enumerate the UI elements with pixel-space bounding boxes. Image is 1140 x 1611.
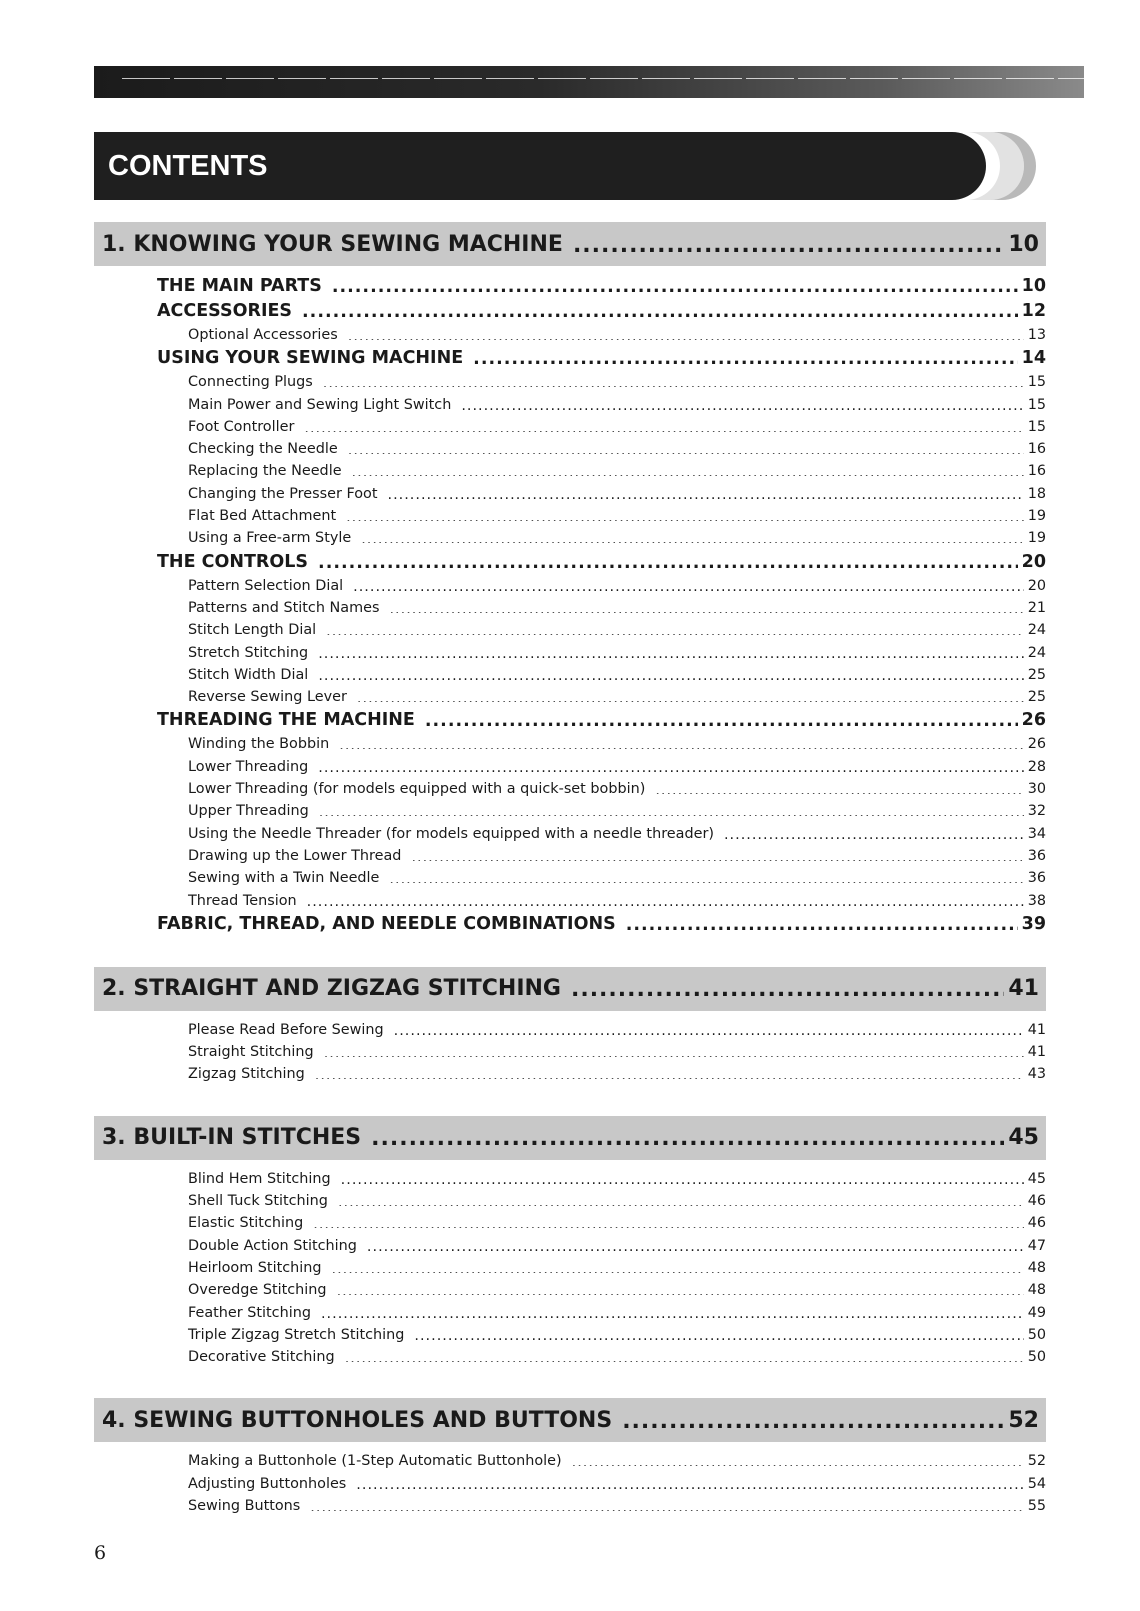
toc-entry-label: Pattern Selection Dial	[188, 577, 344, 594]
toc-entry-label: Lower Threading	[188, 758, 309, 775]
dot-leader	[371, 1126, 1004, 1148]
toc-entry-label: Winding the Bobbin	[188, 736, 330, 753]
toc-topic-entry[interactable]	[94, 733, 1046, 755]
top-decorative-bar	[94, 66, 1084, 98]
toc-topic-entry[interactable]	[94, 664, 1046, 686]
toc-entry-page: 10	[1021, 276, 1046, 296]
dot-leader	[337, 1281, 1024, 1295]
toc-entry-label: Heirloom Stitching	[188, 1259, 322, 1276]
toc-entry-page: 55	[1027, 1497, 1046, 1514]
toc-entry-page: 43	[1027, 1066, 1046, 1083]
toc-entry-page: 47	[1027, 1237, 1046, 1254]
toc-entry-page: 15	[1027, 418, 1046, 435]
toc-entry-label: Please Read Before Sewing	[188, 1021, 384, 1038]
top-bar-rule	[122, 78, 1084, 79]
toc-section-page: 45	[1008, 1125, 1039, 1151]
toc-topic-entry[interactable]	[94, 1495, 1046, 1517]
toc-entry-label: FABRIC, THREAD, AND NEEDLE COMBINATIONS	[157, 913, 616, 934]
toc-entry-label: Stitch Length Dial	[188, 622, 317, 639]
dot-leader	[622, 1409, 1004, 1431]
toc-subsection-entry[interactable]	[94, 299, 1046, 324]
toc-entry-label: Flat Bed Attachment	[188, 508, 337, 525]
toc-topic-entry[interactable]	[94, 483, 1046, 505]
toc-entry-label: Foot Controller	[188, 418, 295, 435]
toc-topic-entry[interactable]	[94, 1473, 1046, 1495]
toc-entry-page: 18	[1027, 485, 1046, 502]
toc-entry-page: 38	[1027, 892, 1046, 909]
toc-topic-entry[interactable]	[94, 1346, 1046, 1368]
toc-entry-page: 20	[1027, 577, 1046, 594]
page-number: 6	[94, 1542, 107, 1564]
toc-entry-page: 16	[1027, 463, 1046, 480]
toc-topic-entry[interactable]	[94, 890, 1046, 912]
dot-leader	[388, 484, 1024, 498]
dot-leader	[572, 1452, 1024, 1466]
toc-entry-label: Triple Zigzag Stretch Stitching	[188, 1326, 405, 1343]
toc-entry-label: Sewing Buttons	[188, 1497, 301, 1514]
toc-topic-entry[interactable]	[94, 1257, 1046, 1279]
dot-leader	[318, 551, 1018, 569]
toc-section-entry[interactable]	[102, 976, 1039, 1001]
toc-topic-entry[interactable]	[94, 371, 1046, 393]
dot-leader	[310, 1497, 1023, 1511]
toc-entry-page: 50	[1027, 1349, 1046, 1366]
toc-subsection-entry[interactable]	[94, 274, 1046, 299]
section-heading-band	[94, 1398, 1046, 1442]
dot-leader	[356, 1474, 1023, 1488]
toc-entry-label: THE CONTROLS	[157, 551, 309, 572]
toc-entry-page: 26	[1021, 710, 1046, 731]
toc-topic-entry[interactable]	[94, 800, 1046, 822]
dot-leader	[321, 1303, 1024, 1317]
toc-entry-page: 46	[1027, 1215, 1046, 1232]
toc-topic-entry[interactable]	[94, 619, 1046, 641]
toc-entry-label: Thread Tension	[188, 892, 297, 909]
toc-section-label: 2. STRAIGHT AND ZIGZAG STITCHING	[102, 976, 561, 1002]
dot-leader	[394, 1020, 1024, 1034]
dot-leader	[323, 373, 1024, 387]
toc-entry-page: 24	[1027, 644, 1046, 661]
dot-leader	[339, 735, 1023, 749]
dot-leader	[571, 977, 1004, 999]
toc-entry-label: Straight Stitching	[188, 1044, 314, 1061]
dot-leader	[414, 1325, 1023, 1339]
toc-entry-page: 36	[1027, 847, 1046, 864]
toc-entry-page: 32	[1027, 803, 1046, 820]
dot-leader	[318, 643, 1024, 657]
section-heading-band	[94, 1116, 1046, 1160]
dot-leader	[326, 621, 1024, 635]
toc-topic-entry[interactable]	[94, 527, 1046, 549]
toc-entry-page: 36	[1027, 870, 1046, 887]
table-of-contents	[94, 222, 1046, 1517]
toc-entry-page: 19	[1027, 530, 1046, 547]
toc-subsection-entry[interactable]	[94, 346, 1046, 371]
toc-topic-entry[interactable]	[94, 1041, 1046, 1063]
toc-entry-page: 20	[1021, 551, 1046, 572]
dot-leader	[352, 462, 1024, 476]
page-title: CONTENTS	[108, 150, 268, 182]
toc-section-entry[interactable]	[102, 1125, 1039, 1150]
toc-topic-entry[interactable]	[94, 1063, 1046, 1085]
toc-entry-label: Shell Tuck Stitching	[188, 1193, 328, 1210]
toc-entry-label: Blind Hem Stitching	[188, 1170, 331, 1187]
toc-entry-page: 41	[1027, 1021, 1046, 1038]
dot-leader	[318, 665, 1023, 679]
toc-topic-entry[interactable]	[94, 823, 1046, 845]
toc-topic-entry[interactable]	[94, 1324, 1046, 1346]
toc-subsection-entry[interactable]	[94, 708, 1046, 733]
toc-topic-entry[interactable]	[94, 642, 1046, 664]
contents-header	[94, 132, 986, 200]
dot-leader	[324, 1043, 1024, 1057]
dot-leader	[332, 275, 1018, 293]
toc-section-label: 1. KNOWING YOUR SEWING MACHINE	[102, 231, 563, 257]
dot-leader	[313, 1214, 1023, 1228]
toc-entry-label: Zigzag Stitching	[188, 1066, 305, 1083]
dot-leader	[341, 1169, 1024, 1183]
toc-topic-entry[interactable]	[94, 1450, 1046, 1472]
dot-leader	[332, 1259, 1024, 1273]
dot-leader	[626, 913, 1018, 931]
dot-leader	[338, 1192, 1024, 1206]
toc-section-entry[interactable]	[102, 232, 1039, 257]
toc-entry-label: Overedge Stitching	[188, 1282, 327, 1299]
header-decoration-icon	[966, 132, 1046, 200]
dot-leader	[724, 824, 1024, 838]
toc-entry-page: 15	[1027, 396, 1046, 413]
toc-section-entry[interactable]	[102, 1408, 1039, 1433]
toc-entry-label: Checking the Needle	[188, 441, 338, 458]
toc-topic-entry[interactable]	[94, 1302, 1046, 1324]
toc-entry-page: 41	[1027, 1044, 1046, 1061]
toc-topic-entry[interactable]	[94, 1235, 1046, 1257]
toc-topic-entry[interactable]	[94, 1190, 1046, 1212]
toc-topic-entry[interactable]	[94, 1168, 1046, 1190]
toc-topic-entry[interactable]	[94, 1019, 1046, 1041]
toc-entry-label: Changing the Presser Foot	[188, 485, 378, 502]
toc-entry-label: Stitch Width Dial	[188, 666, 309, 683]
toc-entry-label: Decorative Stitching	[188, 1349, 335, 1366]
toc-topic-entry[interactable]	[94, 756, 1046, 778]
toc-entry-label: THE MAIN PARTS	[157, 276, 322, 296]
toc-entry-label: Patterns and Stitch Names	[188, 599, 380, 616]
toc-entry-page: 52	[1027, 1453, 1046, 1470]
toc-entry-page: 25	[1027, 689, 1046, 706]
section-heading-band	[94, 222, 1046, 266]
dot-leader	[346, 507, 1024, 521]
dot-leader	[389, 869, 1023, 883]
toc-entry-label: Stretch Stitching	[188, 644, 309, 661]
dot-leader	[367, 1236, 1024, 1250]
toc-subsection-entry[interactable]	[94, 912, 1046, 937]
dot-leader	[361, 529, 1023, 543]
toc-entry-page: 24	[1027, 622, 1046, 639]
toc-entry-label: Optional Accessories	[188, 327, 338, 343]
dot-leader	[304, 418, 1023, 432]
toc-section-page: 52	[1008, 1407, 1039, 1433]
toc-entry-page: 50	[1027, 1326, 1046, 1343]
toc-entry-label: Elastic Stitching	[188, 1215, 304, 1232]
toc-topic-entry[interactable]	[94, 1279, 1046, 1301]
toc-topic-entry[interactable]	[94, 597, 1046, 619]
dot-leader	[348, 440, 1024, 454]
toc-topic-entry[interactable]	[94, 778, 1046, 800]
dot-leader	[573, 233, 1004, 255]
toc-entry-page: 12	[1021, 301, 1046, 321]
toc-topic-entry[interactable]	[94, 460, 1046, 482]
toc-entry-label: Making a Buttonhole (1-Step Automatic Buttonhole)	[188, 1453, 562, 1470]
toc-entry-page: 34	[1027, 825, 1046, 842]
toc-entry-page: 28	[1027, 758, 1046, 775]
section-heading-band	[94, 967, 1046, 1011]
toc-entry-label: Adjusting Buttonholes	[188, 1475, 347, 1492]
toc-entry-page: 30	[1027, 781, 1046, 798]
dot-leader	[315, 1065, 1024, 1079]
toc-entry-page: 46	[1027, 1193, 1046, 1210]
toc-entry-label: ACCESSORIES	[157, 301, 293, 321]
toc-topic-entry[interactable]	[94, 867, 1046, 889]
toc-entry-label: Reverse Sewing Lever	[188, 689, 347, 706]
toc-entry-page: 21	[1027, 599, 1046, 616]
dot-leader	[655, 780, 1023, 794]
toc-entry-page: 48	[1027, 1282, 1046, 1299]
toc-entry-page: 54	[1027, 1475, 1046, 1492]
toc-entry-page: 19	[1027, 508, 1046, 525]
dot-leader	[473, 347, 1017, 365]
toc-entry-page: 13	[1027, 327, 1046, 343]
dot-leader	[425, 709, 1018, 727]
toc-topic-entry[interactable]	[94, 438, 1046, 460]
toc-entry-label: Main Power and Sewing Light Switch	[188, 396, 452, 413]
dot-leader	[353, 576, 1024, 590]
toc-entry-label: USING YOUR SEWING MACHINE	[157, 348, 464, 369]
toc-entry-label: Double Action Stitching	[188, 1237, 357, 1254]
dot-leader	[318, 757, 1023, 771]
toc-entry-page: 25	[1027, 666, 1046, 683]
toc-entry-page: 14	[1021, 348, 1046, 369]
toc-topic-entry[interactable]	[94, 394, 1046, 416]
toc-topic-entry[interactable]	[94, 324, 1046, 346]
toc-section-label: 4. SEWING BUTTONHOLES AND BUTTONS	[102, 1407, 613, 1433]
toc-section-label: 3. BUILT-IN STITCHES	[102, 1125, 362, 1151]
toc-entry-label: Sewing with a Twin Needle	[188, 870, 380, 887]
toc-entry-page: 45	[1027, 1170, 1046, 1187]
dot-leader	[319, 802, 1024, 816]
toc-entry-label: Using a Free-arm Style	[188, 530, 352, 547]
toc-entry-page: 26	[1027, 736, 1046, 753]
toc-entry-label: Drawing up the Lower Thread	[188, 847, 402, 864]
toc-entry-label: Using the Needle Threader (for models equipped with a needle threader)	[188, 825, 714, 842]
toc-entry-page: 39	[1021, 913, 1046, 934]
toc-entry-label: Upper Threading	[188, 803, 309, 820]
toc-topic-entry[interactable]	[94, 686, 1046, 708]
toc-entry-label: Lower Threading (for models equipped with a quick-set bobbin)	[188, 781, 646, 798]
toc-entry-label: THREADING THE MACHINE	[157, 710, 415, 731]
toc-topic-entry[interactable]	[94, 1212, 1046, 1234]
toc-entry-label: Feather Stitching	[188, 1304, 311, 1321]
toc-entry-label: Connecting Plugs	[188, 374, 313, 391]
toc-section-page: 10	[1008, 231, 1039, 257]
toc-topic-entry[interactable]	[94, 416, 1046, 438]
toc-topic-entry[interactable]	[94, 505, 1046, 527]
toc-topic-entry[interactable]	[94, 575, 1046, 597]
dot-leader	[411, 847, 1023, 861]
toc-entry-label: Replacing the Needle	[188, 463, 342, 480]
dot-leader	[461, 395, 1023, 409]
dot-leader	[307, 891, 1024, 905]
dot-leader	[348, 326, 1024, 340]
dot-leader	[302, 300, 1018, 318]
toc-subsection-entry[interactable]	[94, 550, 1046, 575]
toc-entry-page: 16	[1027, 441, 1046, 458]
dot-leader	[389, 599, 1023, 613]
dot-leader	[345, 1348, 1024, 1362]
toc-topic-entry[interactable]	[94, 845, 1046, 867]
toc-entry-page: 15	[1027, 374, 1046, 391]
toc-entry-page: 48	[1027, 1259, 1046, 1276]
toc-section-page: 41	[1008, 976, 1039, 1002]
dot-leader	[357, 688, 1024, 702]
toc-entry-page: 49	[1027, 1304, 1046, 1321]
